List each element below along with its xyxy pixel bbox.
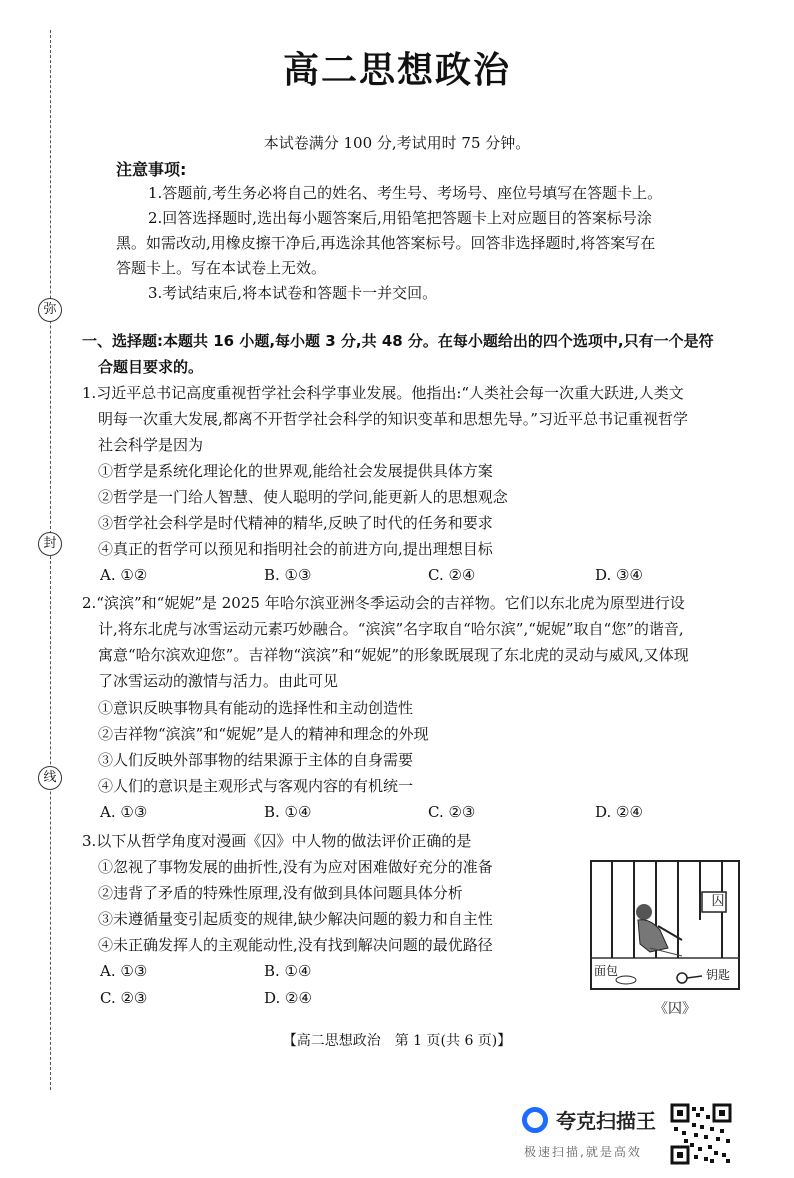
question-3-option-b[interactable]: B. ①④: [264, 962, 312, 980]
question-1-statement: ②哲学是一门给人智慧、使人聪明的学问,能更新人的思想观念: [98, 488, 508, 506]
question-2-option-d[interactable]: D. ②④: [595, 803, 643, 821]
question-3-option-c[interactable]: C. ②③: [100, 989, 148, 1007]
question-3-statement: ④未正确发挥人的主观能动性,没有找到解决问题的最优路径: [98, 936, 493, 954]
question-2-option-c[interactable]: C. ②③: [428, 803, 476, 821]
question-1-statement: ④真正的哲学可以预见和指明社会的前进方向,提出理想目标: [98, 540, 493, 558]
notes-heading: 注意事项:: [116, 160, 187, 179]
page-footer: 【高二思想政治 第 1 页(共 6 页)】: [282, 1033, 512, 1049]
question-2-text: 寓意“哈尔滨欢迎您”。吉祥物“滨滨”和“妮妮”的形象既展现了东北虎的灵动与威风,又体现: [98, 646, 689, 664]
scanner-slogan: 极速扫描,就是高效: [524, 1145, 642, 1159]
question-3-option-d[interactable]: D. ②④: [264, 989, 312, 1007]
question-2-option-b[interactable]: B. ①④: [264, 803, 312, 821]
prison-cartoon: [590, 860, 740, 990]
question-1-statement: ①哲学是系统化理论化的世界观,能给社会发展提供具体方案: [98, 462, 493, 480]
page-title: 高二思想政治: [282, 50, 511, 91]
section-header: 一、选择题:本题共 16 小题,每小题 3 分,共 48 分。在每小题给出的四个选项中,只有一个是符: [82, 332, 714, 350]
question-2-text: 了冰雪运动的激情与活力。由此可见: [98, 672, 339, 690]
notes-line: 2.回答选择题时,选出每小题答案后,用铅笔把答题卡上对应题目的答案标号涂: [148, 209, 652, 227]
question-1-option-d[interactable]: D. ③④: [595, 566, 643, 584]
question-1-text: 明每一次重大发展,都离不开哲学社会科学的知识变革和思想先导。”习近平总书记重视哲学: [98, 410, 688, 428]
notes-line: 3.考试结束后,将本试卷和答题卡一并交回。: [148, 284, 438, 302]
scanner-name: 夸克扫描王: [556, 1109, 656, 1133]
question-1-option-a[interactable]: A. ①②: [100, 566, 148, 584]
qr-code-graphic: [670, 1103, 732, 1165]
section-header-cont: 合题目要求的。: [98, 358, 204, 376]
question-3-option-a[interactable]: A. ①③: [100, 962, 148, 980]
scanner-watermark: [522, 1103, 662, 1163]
question-2-text: 2.“滨滨”和“妮妮”是 2025 年哈尔滨亚洲冬季运动会的吉祥物。它们以东北虎为原型进行设: [82, 594, 685, 612]
question-2-statement: ②吉祥物“滨滨”和“妮妮”是人的精神和理念的外现: [98, 725, 429, 743]
question-1-statement: ③哲学社会科学是时代精神的精华,反映了时代的任务和要求: [98, 514, 493, 532]
binding-dashed-line: [50, 30, 51, 1090]
notes-line: 1.答题前,考生务必将自己的姓名、考生号、考场号、座位号填写在答题卡上。: [148, 184, 663, 202]
question-2-option-a[interactable]: A. ①③: [100, 803, 148, 821]
qr-code-icon: [670, 1103, 732, 1165]
question-2-text: 计,将东北虎与冰雪运动元素巧妙融合。“滨滨”名字取自“哈尔滨”,“妮妮”取自“您”的谐音,: [98, 620, 684, 638]
notes-line: 答题卡上。写在本试卷上无效。: [116, 259, 327, 277]
question-1-option-b[interactable]: B. ①③: [264, 566, 312, 584]
question-1-text: 社会科学是因为: [98, 436, 204, 454]
seal-mark-xian: 线: [38, 766, 62, 790]
notes-line: 黑。如需改动,用橡皮擦干净后,再选涂其他答案标号。回答非选择题时,将答案写在: [116, 234, 656, 252]
seal-mark-mi: 弥: [38, 298, 62, 322]
cartoon-sign: 囚: [711, 894, 725, 909]
question-3-statement: ②违背了矛盾的特殊性原理,没有做到具体问题具体分析: [98, 884, 463, 902]
question-3-statement: ③未遵循量变引起质变的规律,缺少解决问题的毅力和自主性: [98, 910, 493, 928]
cartoon-caption: 《囚》: [654, 1001, 696, 1017]
seal-mark-feng: 封: [38, 532, 62, 556]
question-1-text: 1.习近平总书记高度重视哲学社会科学事业发展。他指出:“人类社会每一次重大跃进,人类文: [82, 384, 684, 402]
question-1-option-c[interactable]: C. ②④: [428, 566, 476, 584]
exam-info: 本试卷满分 100 分,考试用时 75 分钟。: [263, 134, 531, 152]
question-3-text: 3.以下从哲学角度对漫画《囚》中人物的做法评价正确的是: [82, 832, 472, 850]
cartoon-label-bread: 面包: [594, 964, 619, 978]
question-2-statement: ③人们反映外部事物的结果源于主体的自身需要: [98, 751, 414, 769]
cartoon-label-key: 钥匙: [706, 968, 731, 982]
scanner-logo-icon: [522, 1107, 548, 1133]
question-3-statement: ①忽视了事物发展的曲折性,没有为应对困难做好充分的准备: [98, 858, 493, 876]
question-2-statement: ①意识反映事物具有能动的选择性和主动创造性: [98, 699, 414, 717]
question-2-statement: ④人们的意识是主观形式与客观内容的有机统一: [98, 777, 414, 795]
